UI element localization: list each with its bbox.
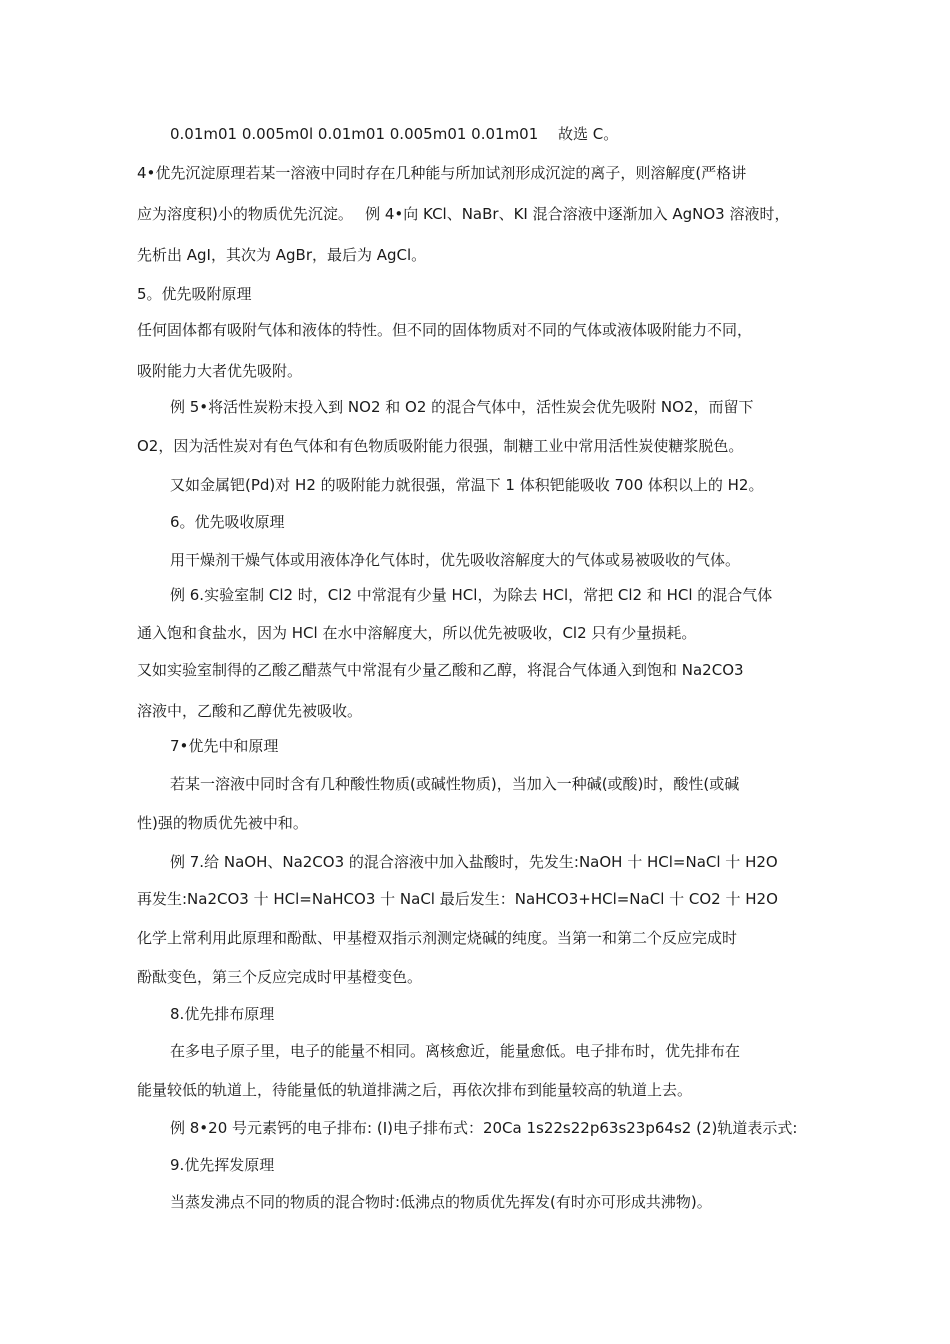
section-heading: 6。优先吸收原理 (170, 513, 285, 531)
section-heading: 8.优先排布原理 (170, 1005, 275, 1023)
text-line: 在多电子原子里，电子的能量不相同。离核愈近，能量愈低。电子排布时，优先排布在 (170, 1042, 741, 1060)
text-line: 应为溶度积)小的物质优先沉淀。 例 4•向 KCl、NaBr、KI 混合溶液中逐渐加入 AgNO3 溶液时， (137, 205, 790, 223)
section-heading: 5。优先吸附原理 (137, 285, 252, 303)
text-line: 用干燥剂干燥气体或用液体净化气体时，优先吸收溶解度大的气体或易被吸收的气体。 (170, 551, 741, 569)
text-line: 能量较低的轨道上，待能量低的轨道排满之后，再依次排布到能量较高的轨道上去。 (137, 1081, 693, 1099)
text-line: 任何固体都有吸附气体和液体的特性。但不同的固体物质对不同的气体或液体吸附能力不同， (137, 321, 753, 339)
text-line: 通入饱和食盐水，因为 HCl 在水中溶解度大，所以优先被吸收，Cl2 只有少量损耗。 (137, 624, 697, 642)
text-line: 又如金属钯(Pd)对 H2 的吸附能力就很强，常温下 1 体积钯能吸收 700 体积以上的 H2。 (170, 476, 764, 494)
text-line: 吸附能力大者优先吸附。 (137, 362, 303, 380)
text-line: 0.01m01 0.005m0l 0.01m01 0.005m01 0.01m01 故选 C。 (170, 125, 619, 143)
text-line: 当蒸发沸点不同的物质的混合物时:低沸点的物质优先挥发(有时亦可形成共沸物)。 (170, 1193, 712, 1211)
text-line: 溶液中，乙酸和乙醇优先被吸收。 (137, 702, 363, 720)
text-line: 4•优先沉淀原理若某一溶液中同时存在几种能与所加试剂形成沉淀的离子，则溶解度(严格讲 (137, 164, 747, 182)
section-heading: 9.优先挥发原理 (170, 1156, 275, 1174)
text-line: O2，因为活性炭对有色气体和有色物质吸附能力很强，制糖工业中常用活性炭使糖浆脱色。 (137, 437, 744, 455)
text-line: 若某一溶液中同时含有几种酸性物质(或碱性物质)，当加入一种碱(或酸)时，酸性(或碱 (170, 775, 740, 793)
text-line: 例 6.实验室制 Cl2 时，Cl2 中常混有少量 HCl，为除去 HCl，常把 Cl2 和 HCl 的混合气体 (170, 586, 773, 604)
text-line: 先析出 AgI，其次为 AgBr，最后为 AgCl。 (137, 246, 427, 264)
text-line: 再发生:Na2CO3 十 HCl=NaHCO3 十 NaCl 最后发生：NaHCO3+HCl=NaCl 十 CO2 十 H2O (137, 890, 778, 908)
text-line: 性)强的物质优先被中和。 (137, 814, 308, 832)
text-line: 酚酞变色，第三个反应完成时甲基橙变色。 (137, 968, 423, 986)
text-line: 例 7.给 NaOH、Na2CO3 的混合溶液中加入盐酸时，先发生:NaOH 十 HCl=NaCl 十 H2O (170, 853, 778, 871)
section-heading: 7•优先中和原理 (170, 737, 279, 755)
text-line: 例 8•20 号元素钙的电子排布: (I)电子排布式：20Ca 1s22s22p63s23p64s2 (2)轨道表示式: (170, 1119, 798, 1137)
text-line: 化学上常利用此原理和酚酞、甲基橙双指示剂测定烧碱的纯度。当第一和第二个反应完成时 (137, 929, 738, 947)
text-line: 又如实验室制得的乙酸乙醋蒸气中常混有少量乙酸和乙醇，将混合气体通入到饱和 Na2CO3 (137, 661, 744, 679)
text-line: 例 5•将活性炭粉末投入到 NO2 和 O2 的混合气体中，活性炭会优先吸附 NO2，而留下 (170, 398, 754, 416)
